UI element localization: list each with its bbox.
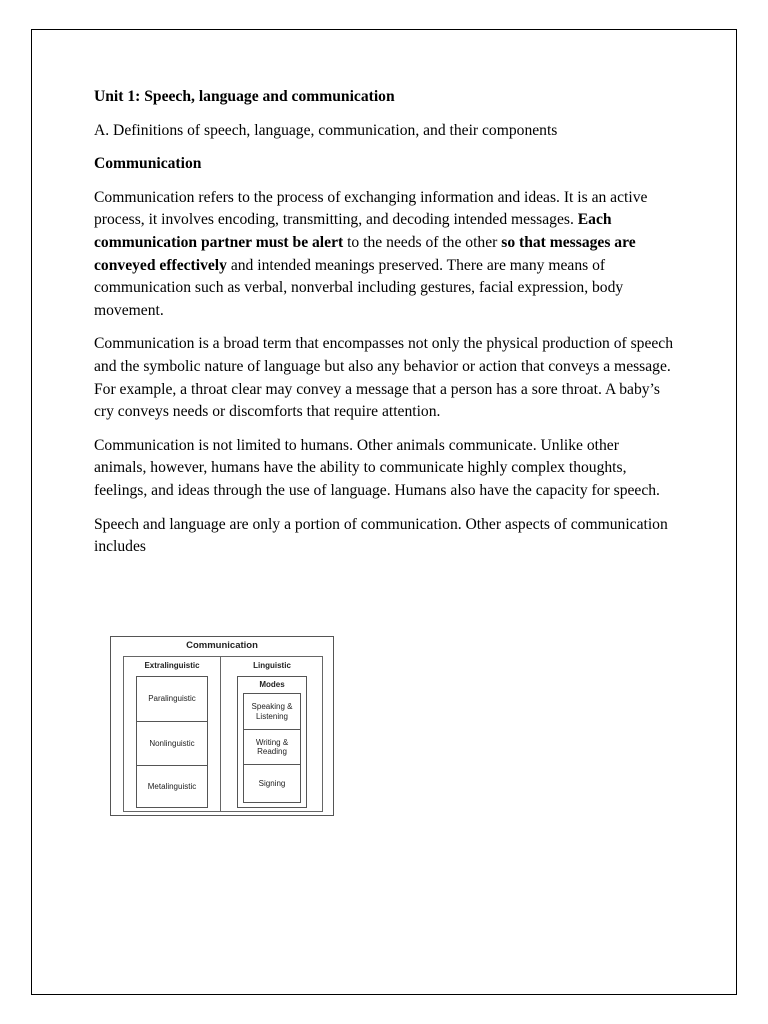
- paragraph-1: [94, 187, 674, 323]
- paragraph-2: Communication is a broad term that encompasses not only the physical production of speech and the symbolic nature of language but also any behavior or action that conveys a message. For example, a throat clear may convey a message that a person has a sore throat. A baby’s cry conveys needs or discomforts that require attention.: [94, 335, 674, 421]
- signing-cell: Signing: [244, 764, 300, 802]
- diagram-divider: [220, 657, 221, 811]
- speaking-listening-cell: Speaking & Listening: [251, 702, 293, 721]
- unit-title: Unit 1: Speech, language and communication: [94, 88, 395, 105]
- paragraph-1-bold-b: so that messages are conveyed effectively: [94, 233, 636, 274]
- paragraph-1-text-c: and intended meanings preserved. There are many means of communication such as verbal, nonverbal including gestures, facial expression, body movement.: [94, 256, 624, 319]
- writing-reading-cell: Writing & Reading: [244, 729, 300, 764]
- section-subtitle: A. Definitions of speech, language, communication, and their components: [94, 121, 558, 139]
- nonlinguistic-cell: Nonlinguistic: [137, 721, 207, 765]
- paragraph-1-text-a: Communication refers to the process of exchanging information and ideas. It is an active process, it involves encoding, transmitting, and decoding intended messages.: [94, 188, 648, 229]
- paralinguistic-cell: Paralinguistic: [148, 694, 196, 704]
- extralinguistic-label: Extralinguistic: [144, 661, 200, 670]
- extralinguistic-box: [136, 676, 208, 808]
- diagram-inner-frame: [123, 656, 323, 812]
- modes-label: Modes: [259, 680, 285, 689]
- linguistic-label: Linguistic: [253, 661, 291, 670]
- modes-box: [243, 693, 301, 803]
- paragraph-3: Communication is not limited to humans. Other animals communicate. Unlike other animals, however, humans have the ability to communicate highly complex thoughts, feelings, and ideas through the use of language. Humans also have the capacity for speech.: [94, 436, 660, 499]
- linguistic-box: [237, 676, 307, 808]
- diagram-title: Communication: [186, 640, 258, 651]
- document-content: [94, 86, 674, 570]
- document-page: [31, 29, 737, 995]
- communication-diagram: [110, 636, 334, 816]
- metalinguistic-cell: Metalinguistic: [137, 765, 207, 807]
- paragraph-1-text-b: to the needs of the other: [343, 233, 502, 251]
- paragraph-1-bold-a: Each communication partner must be alert: [94, 211, 612, 251]
- paragraph-4: Speech and language are only a portion of communication. Other aspects of communication includes: [94, 515, 668, 556]
- section-heading: Communication: [94, 155, 202, 173]
